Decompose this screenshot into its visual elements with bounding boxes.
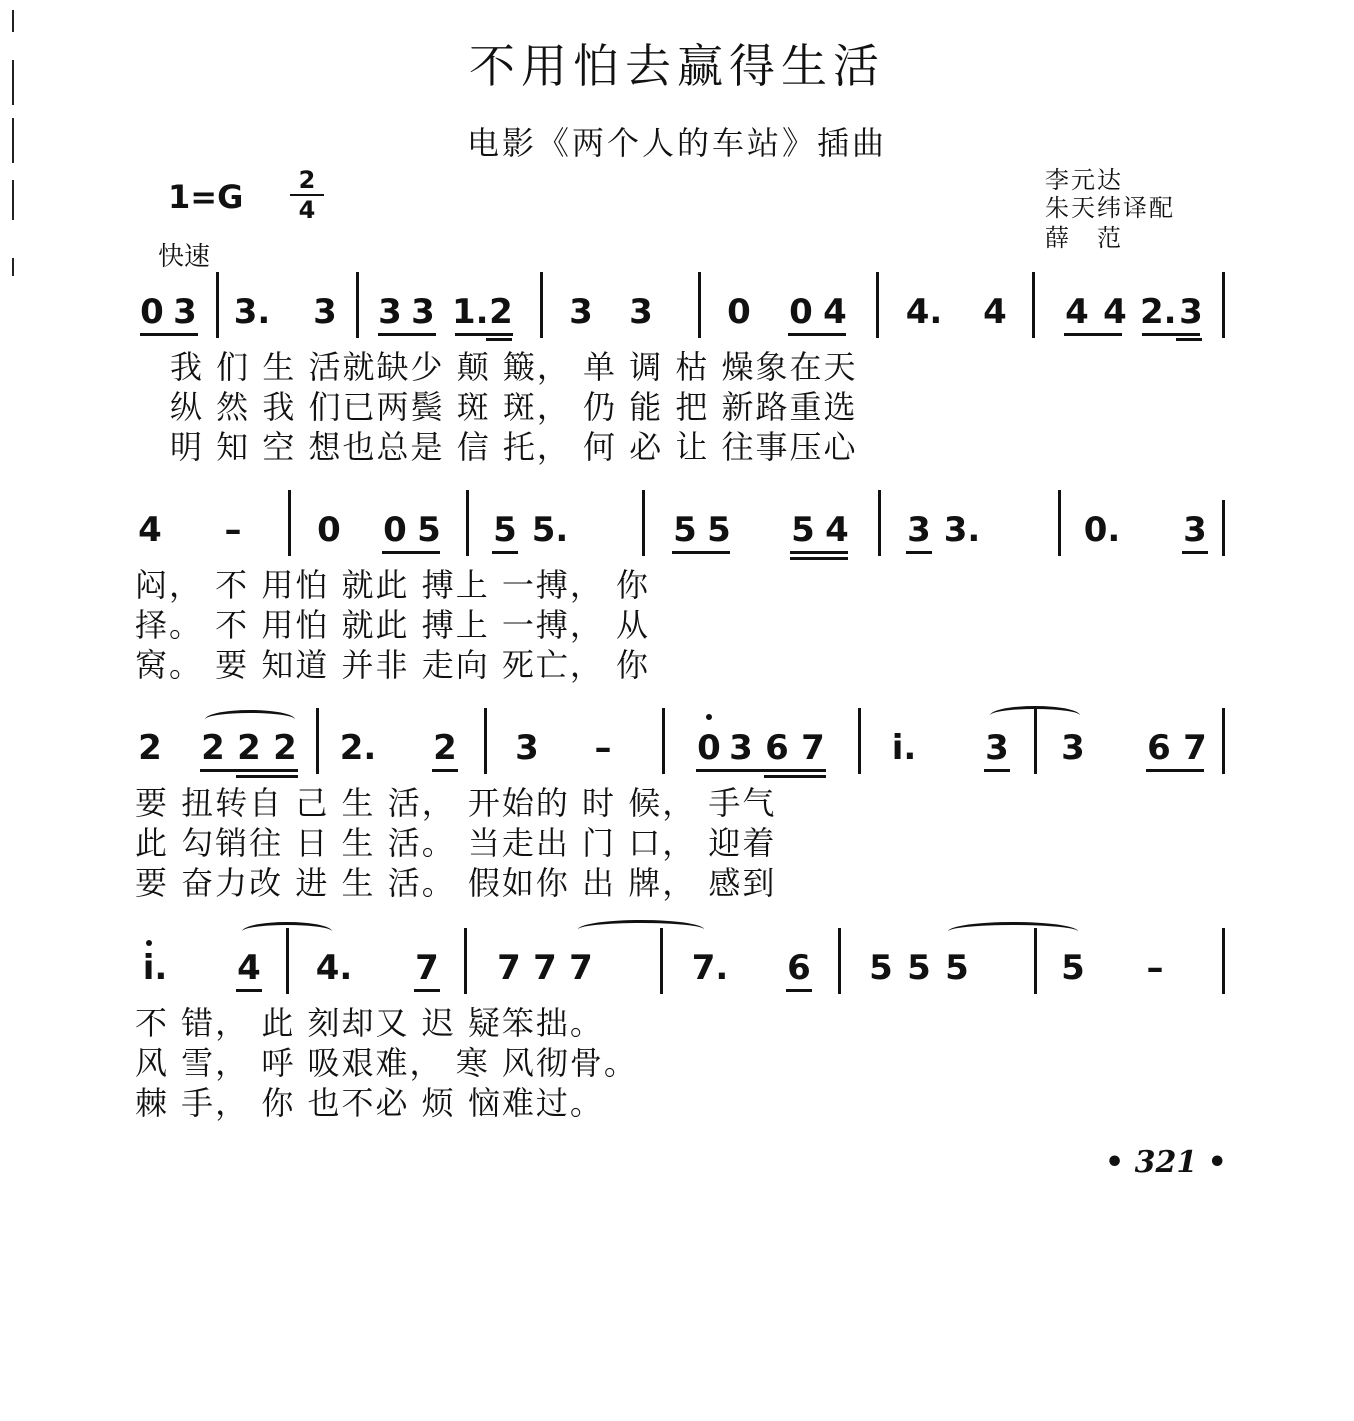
barline [356,272,359,338]
note: i. [891,728,917,768]
lyric-line: 要 奋力改 进 生 活。 假如你 出 牌， 感到 [135,864,777,902]
beam [790,551,848,554]
lyric-line: 窝。 要 知道 并非 走向 死亡， 你 [135,646,651,684]
note: 3 [173,292,197,332]
note: – [1146,948,1164,988]
note: 5 [493,510,517,550]
note: 1. [452,292,489,332]
barline [1222,928,1225,994]
beam [1176,338,1202,341]
time-signature [290,168,324,222]
barline [660,928,663,994]
note: 3 [1061,728,1085,768]
note: 6 [787,948,811,988]
tempo-marking: 快速 [158,242,211,272]
note: 0 [317,510,341,550]
note: 7 [569,948,593,988]
beam [790,557,848,560]
note: 7 [415,948,439,988]
beam [414,989,440,992]
barline [838,928,841,994]
beam [672,551,730,554]
note: 3 [569,292,593,332]
note: i. [142,948,168,988]
note: 4 [1065,292,1089,332]
note: 2 [237,728,261,768]
note: 0 [789,292,813,332]
barline [288,490,291,556]
note: 5. [531,510,569,550]
note: 3 [313,292,337,332]
barline [1222,272,1225,338]
barline [662,708,665,774]
lyric-line: 风 雪， 呼 吸艰难， 寒 风彻骨。 [135,1044,638,1082]
barline [1032,272,1035,338]
note: 3 [378,292,402,332]
lyric-line: 要 扭转自 己 生 活， 开始的 时 候， 手气 [135,784,777,822]
note: 7 [497,948,521,988]
barline [878,490,881,556]
beam [455,333,513,336]
note: 3 [985,728,1009,768]
time-numerator: 2 [298,166,316,194]
beam [432,769,458,772]
note: 4 [1103,292,1127,332]
beam [786,989,812,992]
note: 3 [411,292,435,332]
high-octave-dot [146,940,152,946]
note: 4 [138,510,162,550]
song-subtitle: 电影《两个人的车站》插曲 [466,124,887,162]
note: 2 [433,728,457,768]
note: 5 [869,948,893,988]
barline [540,272,543,338]
lyric-line: 此 勾销往 日 生 活。 当走出 门 口， 迎着 [135,824,777,862]
note: 2. [1140,292,1177,332]
beam [1146,769,1204,772]
note: 4 [237,948,261,988]
note: 3 [907,510,931,550]
note: 2. [339,728,377,768]
barline [876,272,879,338]
beam [906,551,932,554]
note: 4. [905,292,943,332]
note: 0 [383,510,407,550]
beam [1142,333,1200,336]
barline [316,708,319,774]
tie [948,922,1078,941]
lyric-line: 棘 手， 你 也不必 烦 恼难过。 [135,1084,604,1122]
lyric-line: 不 错， 此 刻却又 迟 疑笨拙。 [135,1004,604,1042]
barline [216,272,219,338]
note: 5 [707,510,731,550]
beam [382,551,440,554]
note: 2 [489,292,513,332]
note: 5 [417,510,441,550]
beam [696,769,826,772]
beam [236,989,262,992]
lyric-line: 我 们 生 活就缺少 颠 簸， 单 调 枯 燥象在天 [170,348,858,386]
note: 5 [907,948,931,988]
barline [858,708,861,774]
note: 5 [945,948,969,988]
note: 7 [533,948,557,988]
note: 5 [791,510,815,550]
barline [484,708,487,774]
note: 2 [201,728,225,768]
time-denominator: 4 [298,196,316,224]
note: 7. [691,948,729,988]
lyric-line: 闷， 不 用怕 就此 搏上 一搏， 你 [135,566,651,604]
credit-lyricist: 李元达 [1045,166,1123,194]
barline [1034,928,1037,994]
lyric-line: 纵 然 我 们已两鬓 斑 斑， 仍 能 把 新路重选 [170,388,858,426]
note: 4 [983,292,1007,332]
note: 3 [515,728,539,768]
note: 7 [801,728,825,768]
note: 0 [727,292,751,332]
barline [1222,708,1225,774]
lyric-line: 明 知 空 想也总是 信 托， 何 必 让 往事压心 [170,428,858,466]
note: 6 [1147,728,1171,768]
slur [205,710,295,729]
note: – [224,510,242,550]
beam [764,775,826,778]
note: 3 [1183,510,1207,550]
beam [200,769,298,772]
barline [642,490,645,556]
beam [486,338,512,341]
beam [492,551,518,554]
note: 4 [823,292,847,332]
page-number: • 321 • [1105,1145,1227,1180]
note: 4. [315,948,353,988]
note: 3. [943,510,981,550]
beam [1064,333,1122,336]
credit-composer: 薛 范 [1045,224,1123,252]
tie [578,920,704,939]
note: – [594,728,612,768]
note: 3 [629,292,653,332]
note: 2 [138,728,162,768]
beam [378,333,436,336]
note: 4 [825,510,849,550]
barline [1034,708,1037,774]
barline [466,490,469,556]
barline [1058,490,1061,556]
song-title: 不用怕去赢得生活 [469,39,885,93]
note: 3 [729,728,753,768]
note: 6 [765,728,789,768]
note: 0 [140,292,164,332]
barline [698,272,701,338]
note: 0. [1083,510,1121,550]
beam [236,775,298,778]
note: 3. [233,292,271,332]
beam [140,333,198,336]
key-signature: 1=G [168,178,244,216]
note: 5 [1061,948,1085,988]
beam [984,769,1010,772]
lyric-line: 择。 不 用怕 就此 搏上 一搏， 从 [135,606,651,644]
credit-translator: 朱天纬译配 [1045,194,1175,222]
note: 7 [1183,728,1207,768]
note: 2 [273,728,297,768]
note: 5 [673,510,697,550]
note: 0 [697,728,721,768]
barline [1222,500,1225,556]
beam [788,333,846,336]
high-octave-dot [706,714,712,720]
note: 3 [1179,292,1203,332]
beam [1182,551,1208,554]
barline [286,928,289,994]
barline [464,928,467,994]
